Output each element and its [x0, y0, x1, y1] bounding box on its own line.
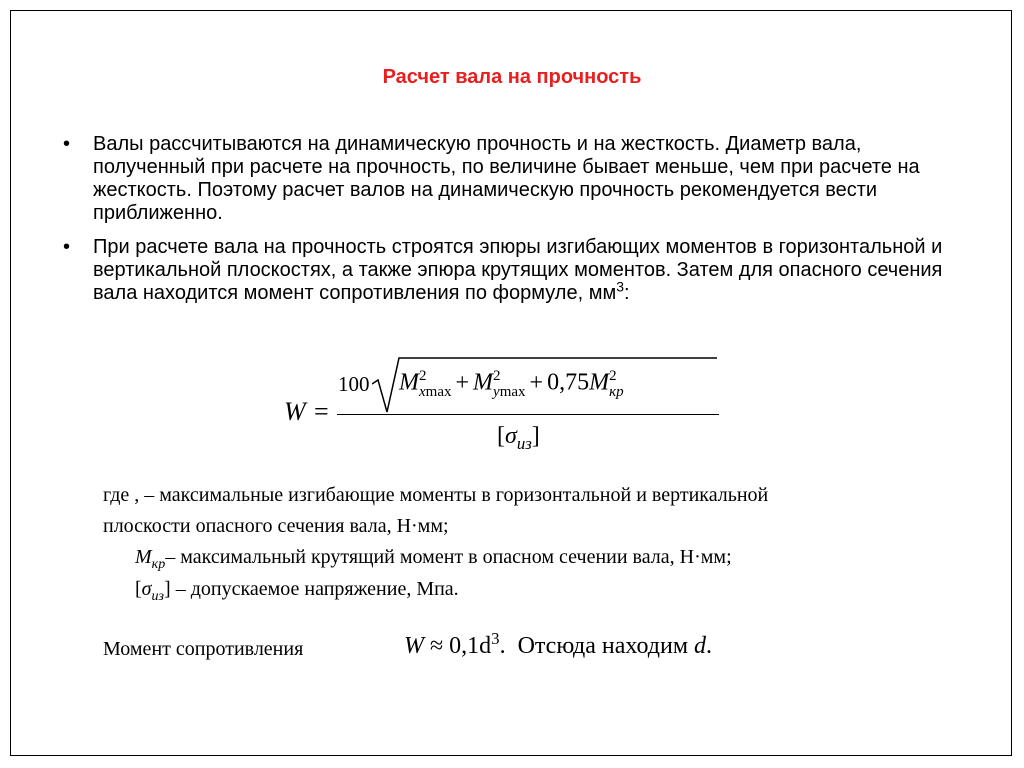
formula-m1-max: max — [425, 384, 452, 400]
bullet-paragraph-2-sup: 3 — [616, 278, 624, 295]
moment-sup: 3 — [491, 629, 500, 648]
formula-plus-1: + — [455, 369, 470, 396]
formula-denominator — [497, 423, 540, 453]
formula-m1-sub: x — [419, 384, 426, 400]
formula-m1: M — [399, 369, 419, 396]
where-line-3 — [135, 546, 732, 572]
formula-radicand — [399, 368, 624, 400]
moment-end: . — [706, 633, 713, 659]
bullet-paragraph-2-text: При расчете вала на прочность строятся эпюры изгибающих моментов в горизонтальной и вертикальной плоскостях, а также эпюра крутящих моментов. Затем для опасного сечения вала находится момент сопротивления по формуле, мм — [93, 236, 943, 304]
formula-m1-sup: 2 — [419, 368, 427, 384]
formula-m2: M — [473, 369, 494, 396]
formula-m3-scripts — [609, 368, 624, 400]
where-sigma-sub: из — [151, 589, 165, 604]
moment-w: W — [404, 633, 424, 659]
moment-dot: . — [499, 633, 506, 659]
where-bracket-open: [ — [135, 578, 142, 600]
slide-title: Расчет вала на прочность — [382, 66, 642, 88]
bullet-marker-1: • — [63, 133, 71, 155]
where-line-4-text: – допускаемое напряжение, Мпа. — [170, 578, 459, 600]
where-line-1: где , – максимальные изгибающие моменты в горизонтальной и вертикальной — [103, 484, 769, 506]
formula-m2-sub: y — [493, 384, 500, 400]
formula-m3-sub: кр — [609, 384, 624, 400]
formula-den-close: ] — [531, 423, 540, 449]
bullet-paragraph-1: Валы рассчитываются на динамическую прочность и на жесткость. Диаметр вала, полученный при расчете на прочность, по величине бывает меньше, чем при расчете на жесткость. Поэтому расчет валов на динамическую прочность рекомендуется вести приближенно. — [93, 133, 920, 224]
formula-m2-max: max — [499, 384, 526, 400]
fraction-bar — [337, 414, 719, 415]
where-line-3-text: – максимальный крутящий момент в опасном сечении вала, Н·мм; — [165, 546, 732, 568]
formula-sigma-sub: из — [516, 433, 532, 453]
where-sigma: σ — [141, 578, 152, 600]
formula-m1-scripts — [419, 368, 452, 400]
bullet-paragraph-2-colon: : — [624, 282, 630, 304]
formula-equals: = — [314, 397, 329, 426]
where-mkr-sub: кр — [151, 557, 166, 572]
bullet-paragraph-2 — [93, 236, 973, 305]
formula-m3-sup: 2 — [609, 368, 617, 384]
moment-approx: ≈ 0,1d — [430, 633, 492, 659]
moment-formula — [404, 629, 713, 660]
where-bracket-close: ] — [164, 578, 171, 600]
formula-m2-scripts — [493, 368, 526, 400]
bullet-marker-2: • — [63, 236, 71, 258]
formula-m2-sup: 2 — [493, 368, 501, 384]
formula-sigma: σ — [505, 423, 517, 449]
formula-plus-2: + — [529, 369, 544, 396]
moment-label: Момент сопротивления — [103, 638, 304, 660]
formula-k: 0,75 — [547, 369, 590, 396]
moment-tail: Отсюда находим — [517, 633, 689, 659]
where-line-4 — [135, 578, 459, 604]
formula-m3: M — [589, 369, 610, 396]
formula-lhs: W — [284, 397, 306, 426]
where-line-2: плоскости опасного сечения вала, Н·мм; — [103, 515, 449, 537]
where-mkr: M — [135, 546, 152, 568]
moment-d: d — [694, 633, 707, 659]
formula-coefficient: 100 — [338, 372, 370, 396]
formula-den-open: [ — [497, 423, 505, 449]
